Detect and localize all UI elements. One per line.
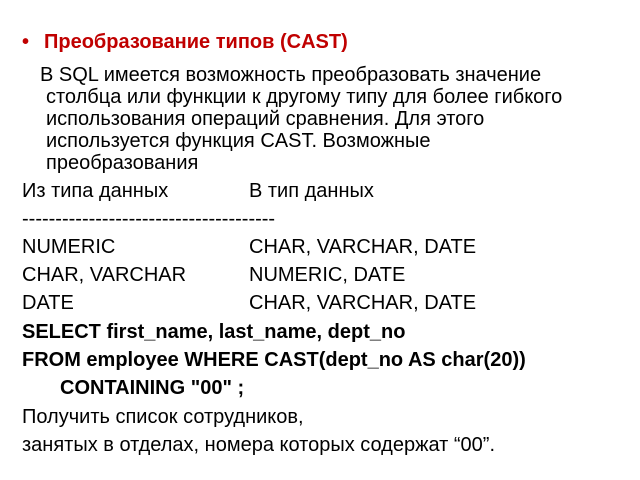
table-cell-from: CHAR, VARCHAR [22,264,187,286]
table-header-to: В тип данных [249,180,374,202]
explanation-line-1: Получить список сотрудников, [22,406,304,428]
intro-line-5: преобразования [46,152,199,174]
table-separator: -------------------------------------- [22,208,276,230]
table-row [22,292,477,314]
slide-title-row [22,30,348,54]
table-row [22,264,406,286]
intro-line-3: использования операций сравнения. Для этого [46,108,485,130]
table-header-from: Из типа данных [22,180,169,202]
intro-line-4: используется функция CAST. Возможные [46,130,431,152]
code-line-1: SELECT first_name, last_name, dept_no [22,321,406,343]
slide-title: Преобразование типов (CAST) [44,31,348,53]
code-line-2: FROM employee WHERE CAST(dept_no AS char(20)) [22,349,526,371]
table-cell-from: NUMERIC [22,236,116,258]
code-line-3: CONTAINING "00" ; [60,377,245,399]
intro-line-1: В SQL имеется возможность преобразовать значение [40,64,542,86]
table-cell-to: CHAR, VARCHAR, DATE [249,292,477,314]
table-row [22,236,477,258]
intro-line-2: столбца или функции к другому типу для более гибкого [46,86,563,108]
table-cell-to: CHAR, VARCHAR, DATE [249,236,477,258]
table-cell-to: NUMERIC, DATE [249,264,406,286]
table-header [22,180,374,202]
table-cell-from: DATE [22,292,74,314]
explanation-line-2: занятых в отделах, номера которых содержат “00”. [22,434,495,456]
bullet-icon: • [22,31,30,53]
